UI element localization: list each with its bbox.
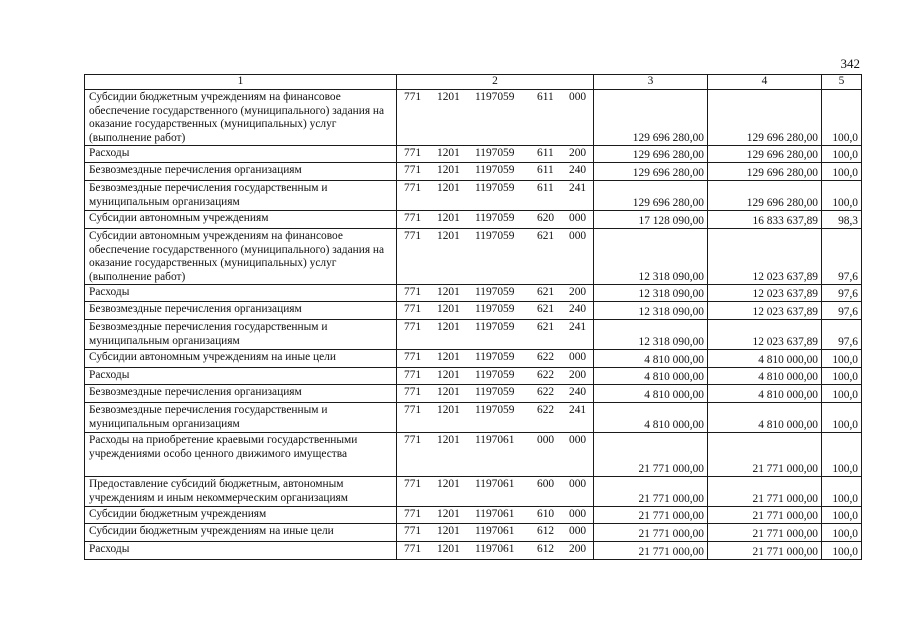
code-part-3: 1197059	[475, 147, 515, 159]
code-part-5: 241	[569, 182, 587, 194]
code-part-5: 240	[569, 303, 587, 315]
row-name: Безвозмездные перечисления организациям	[85, 302, 397, 320]
code-part-2: 1201	[437, 147, 460, 159]
code-part-5: 000	[569, 434, 587, 446]
code-part-5: 200	[569, 147, 587, 159]
code-part-2: 1201	[437, 321, 460, 333]
row-codes	[397, 507, 594, 524]
table-row	[85, 477, 862, 507]
code-part-4: 621	[537, 321, 555, 333]
table-row	[85, 181, 862, 211]
row-percent: 100,0	[822, 181, 862, 211]
code-part-1: 771	[404, 543, 422, 555]
row-name: Расходы	[85, 368, 397, 385]
code-part-3: 1197059	[475, 351, 515, 363]
code-part-2: 1201	[437, 212, 460, 224]
row-codes	[397, 320, 594, 350]
column-header-4: 4	[708, 75, 822, 90]
row-amount-executed: 21 771 000,00	[708, 477, 822, 507]
row-percent: 98,3	[822, 211, 862, 229]
row-codes	[397, 368, 594, 385]
row-name: Субсидии бюджетным учреждениям на иные цели	[85, 524, 397, 542]
code-part-5: 000	[569, 478, 587, 490]
row-amount-executed: 12 023 637,89	[708, 302, 822, 320]
row-codes	[397, 350, 594, 368]
code-part-5: 241	[569, 404, 587, 416]
row-codes	[397, 385, 594, 403]
row-codes	[397, 229, 594, 285]
table-row	[85, 385, 862, 403]
row-amount-planned: 21 771 000,00	[594, 507, 708, 524]
row-codes	[397, 403, 594, 433]
row-amount-planned: 129 696 280,00	[594, 90, 708, 146]
table-row	[85, 368, 862, 385]
row-codes	[397, 211, 594, 229]
code-part-3: 1197061	[475, 525, 515, 537]
code-part-5: 200	[569, 369, 587, 381]
row-amount-executed: 21 771 000,00	[708, 524, 822, 542]
row-name: Предоставление субсидий бюджетным, автономным учреждениям и иным некоммерческим организациям	[85, 477, 397, 507]
code-part-3: 1197059	[475, 386, 515, 398]
code-part-5: 000	[569, 230, 587, 242]
row-amount-planned: 4 810 000,00	[594, 403, 708, 433]
code-part-3: 1197061	[475, 478, 515, 490]
table-row	[85, 350, 862, 368]
code-part-1: 771	[404, 351, 422, 363]
row-amount-executed: 4 810 000,00	[708, 403, 822, 433]
code-part-1: 771	[404, 321, 422, 333]
code-part-1: 771	[404, 230, 422, 242]
code-part-1: 771	[404, 508, 422, 520]
row-amount-executed: 21 771 000,00	[708, 433, 822, 477]
code-part-4: 000	[537, 434, 555, 446]
code-part-2: 1201	[437, 230, 460, 242]
code-part-2: 1201	[437, 182, 460, 194]
row-amount-planned: 21 771 000,00	[594, 477, 708, 507]
code-part-4: 622	[537, 351, 555, 363]
code-part-5: 000	[569, 212, 587, 224]
row-amount-planned: 21 771 000,00	[594, 542, 708, 560]
code-part-3: 1197059	[475, 321, 515, 333]
row-name: Субсидии автономным учреждениям	[85, 211, 397, 229]
row-percent: 100,0	[822, 368, 862, 385]
row-amount-planned: 4 810 000,00	[594, 385, 708, 403]
row-name: Безвозмездные перечисления государственным и муниципальным организациям	[85, 320, 397, 350]
code-part-3: 1197059	[475, 230, 515, 242]
row-percent: 97,6	[822, 320, 862, 350]
code-part-3: 1197059	[475, 182, 515, 194]
column-header-3: 3	[594, 75, 708, 90]
table-row	[85, 211, 862, 229]
table-row	[85, 90, 862, 146]
row-codes	[397, 285, 594, 302]
code-part-4: 610	[537, 508, 555, 520]
row-percent: 100,0	[822, 542, 862, 560]
code-part-1: 771	[404, 286, 422, 298]
row-codes	[397, 542, 594, 560]
code-part-5: 240	[569, 386, 587, 398]
code-part-2: 1201	[437, 164, 460, 176]
code-part-2: 1201	[437, 404, 460, 416]
code-part-5: 240	[569, 164, 587, 176]
row-amount-executed: 21 771 000,00	[708, 507, 822, 524]
row-codes	[397, 477, 594, 507]
code-part-1: 771	[404, 434, 422, 446]
code-part-4: 621	[537, 230, 555, 242]
row-name: Расходы	[85, 285, 397, 302]
code-part-3: 1197061	[475, 434, 515, 446]
code-part-4: 611	[537, 164, 554, 176]
row-amount-planned: 12 318 090,00	[594, 302, 708, 320]
row-amount-executed: 129 696 280,00	[708, 146, 822, 163]
row-percent: 100,0	[822, 350, 862, 368]
row-amount-planned: 12 318 090,00	[594, 320, 708, 350]
code-part-4: 620	[537, 212, 555, 224]
row-amount-planned: 129 696 280,00	[594, 163, 708, 181]
code-part-5: 241	[569, 321, 587, 333]
row-codes	[397, 146, 594, 163]
row-percent: 100,0	[822, 163, 862, 181]
row-codes	[397, 433, 594, 477]
code-part-4: 622	[537, 369, 555, 381]
row-name: Безвозмездные перечисления организациям	[85, 163, 397, 181]
table-row	[85, 302, 862, 320]
row-amount-planned: 17 128 090,00	[594, 211, 708, 229]
row-percent: 100,0	[822, 403, 862, 433]
row-amount-planned: 12 318 090,00	[594, 229, 708, 285]
row-codes	[397, 302, 594, 320]
row-codes	[397, 90, 594, 146]
row-percent: 100,0	[822, 90, 862, 146]
code-part-2: 1201	[437, 303, 460, 315]
code-part-3: 1197059	[475, 286, 515, 298]
code-part-2: 1201	[437, 351, 460, 363]
row-codes	[397, 163, 594, 181]
row-percent: 100,0	[822, 433, 862, 477]
row-amount-executed: 4 810 000,00	[708, 385, 822, 403]
code-part-3: 1197059	[475, 404, 515, 416]
code-part-1: 771	[404, 478, 422, 490]
row-amount-planned: 12 318 090,00	[594, 285, 708, 302]
code-part-2: 1201	[437, 434, 460, 446]
code-part-3: 1197059	[475, 212, 515, 224]
code-part-5: 000	[569, 351, 587, 363]
row-percent: 100,0	[822, 146, 862, 163]
row-percent: 100,0	[822, 385, 862, 403]
row-codes	[397, 181, 594, 211]
code-part-4: 621	[537, 286, 555, 298]
row-name: Расходы на приобретение краевыми государственными учреждениями особо ценного движимого имущества	[85, 433, 397, 477]
table-row	[85, 524, 862, 542]
table-row	[85, 285, 862, 302]
code-part-1: 771	[404, 404, 422, 416]
row-name: Субсидии бюджетным учреждениям	[85, 507, 397, 524]
code-part-4: 622	[537, 404, 555, 416]
row-amount-planned: 129 696 280,00	[594, 146, 708, 163]
code-part-1: 771	[404, 182, 422, 194]
row-amount-executed: 129 696 280,00	[708, 163, 822, 181]
row-percent: 100,0	[822, 507, 862, 524]
code-part-2: 1201	[437, 369, 460, 381]
table-row	[85, 433, 862, 477]
table-row	[85, 229, 862, 285]
code-part-1: 771	[404, 303, 422, 315]
row-percent: 100,0	[822, 524, 862, 542]
row-amount-executed: 129 696 280,00	[708, 90, 822, 146]
row-name: Расходы	[85, 146, 397, 163]
column-header-1: 1	[85, 75, 397, 90]
row-amount-executed: 21 771 000,00	[708, 542, 822, 560]
table-row	[85, 507, 862, 524]
row-name: Безвозмездные перечисления организациям	[85, 385, 397, 403]
code-part-1: 771	[404, 369, 422, 381]
code-part-5: 000	[569, 91, 587, 103]
code-part-1: 771	[404, 212, 422, 224]
row-amount-planned: 129 696 280,00	[594, 181, 708, 211]
row-name: Субсидии автономным учреждениям на иные цели	[85, 350, 397, 368]
column-header-2: 2	[397, 75, 594, 90]
row-amount-executed: 129 696 280,00	[708, 181, 822, 211]
table-row	[85, 403, 862, 433]
code-part-4: 622	[537, 386, 555, 398]
code-part-2: 1201	[437, 543, 460, 555]
row-amount-executed: 12 023 637,89	[708, 285, 822, 302]
code-part-3: 1197061	[475, 543, 515, 555]
row-amount-executed: 4 810 000,00	[708, 350, 822, 368]
row-percent: 97,6	[822, 302, 862, 320]
table-row	[85, 320, 862, 350]
code-part-2: 1201	[437, 525, 460, 537]
row-codes	[397, 524, 594, 542]
code-part-3: 1197059	[475, 91, 515, 103]
code-part-2: 1201	[437, 386, 460, 398]
code-part-1: 771	[404, 147, 422, 159]
row-percent: 97,6	[822, 229, 862, 285]
code-part-3: 1197059	[475, 303, 515, 315]
code-part-4: 612	[537, 543, 555, 555]
code-part-1: 771	[404, 164, 422, 176]
code-part-4: 612	[537, 525, 555, 537]
table-body	[85, 75, 862, 560]
row-name: Безвозмездные перечисления государственным и муниципальным организациям	[85, 181, 397, 211]
row-name: Субсидии бюджетным учреждениям на финансовое обеспечение государственного (муниципального) задания на оказание государственных (муниципальных) услуг (выполнение работ)	[85, 90, 397, 146]
row-percent: 97,6	[822, 285, 862, 302]
table-row	[85, 163, 862, 181]
column-header-5: 5	[822, 75, 862, 90]
code-part-1: 771	[404, 386, 422, 398]
row-amount-executed: 12 023 637,89	[708, 229, 822, 285]
code-part-5: 000	[569, 525, 587, 537]
table-header-row	[85, 75, 862, 90]
code-part-4: 621	[537, 303, 555, 315]
code-part-3: 1197061	[475, 508, 515, 520]
code-part-4: 611	[537, 91, 554, 103]
row-percent: 100,0	[822, 477, 862, 507]
code-part-3: 1197059	[475, 369, 515, 381]
code-part-3: 1197059	[475, 164, 515, 176]
code-part-2: 1201	[437, 508, 460, 520]
row-amount-planned: 4 810 000,00	[594, 350, 708, 368]
code-part-1: 771	[404, 525, 422, 537]
code-part-1: 771	[404, 91, 422, 103]
code-part-2: 1201	[437, 478, 460, 490]
row-amount-planned: 21 771 000,00	[594, 524, 708, 542]
row-amount-planned: 21 771 000,00	[594, 433, 708, 477]
row-amount-executed: 16 833 637,89	[708, 211, 822, 229]
code-part-4: 611	[537, 182, 554, 194]
code-part-2: 1201	[437, 286, 460, 298]
row-amount-planned: 4 810 000,00	[594, 368, 708, 385]
page-number: 342	[840, 56, 860, 71]
code-part-4: 600	[537, 478, 555, 490]
row-name: Безвозмездные перечисления государственным и муниципальным организациям	[85, 403, 397, 433]
table-row	[85, 542, 862, 560]
row-name: Расходы	[85, 542, 397, 560]
table-row	[85, 146, 862, 163]
row-amount-executed: 12 023 637,89	[708, 320, 822, 350]
code-part-5: 200	[569, 286, 587, 298]
budget-table	[84, 74, 862, 560]
code-part-4: 611	[537, 147, 554, 159]
code-part-5: 000	[569, 508, 587, 520]
row-amount-executed: 4 810 000,00	[708, 368, 822, 385]
code-part-5: 200	[569, 543, 587, 555]
code-part-2: 1201	[437, 91, 460, 103]
row-name: Субсидии автономным учреждениям на финансовое обеспечение государственного (муниципального) задания на оказание государственных (муниципальных) услуг (выполнение работ)	[85, 229, 397, 285]
